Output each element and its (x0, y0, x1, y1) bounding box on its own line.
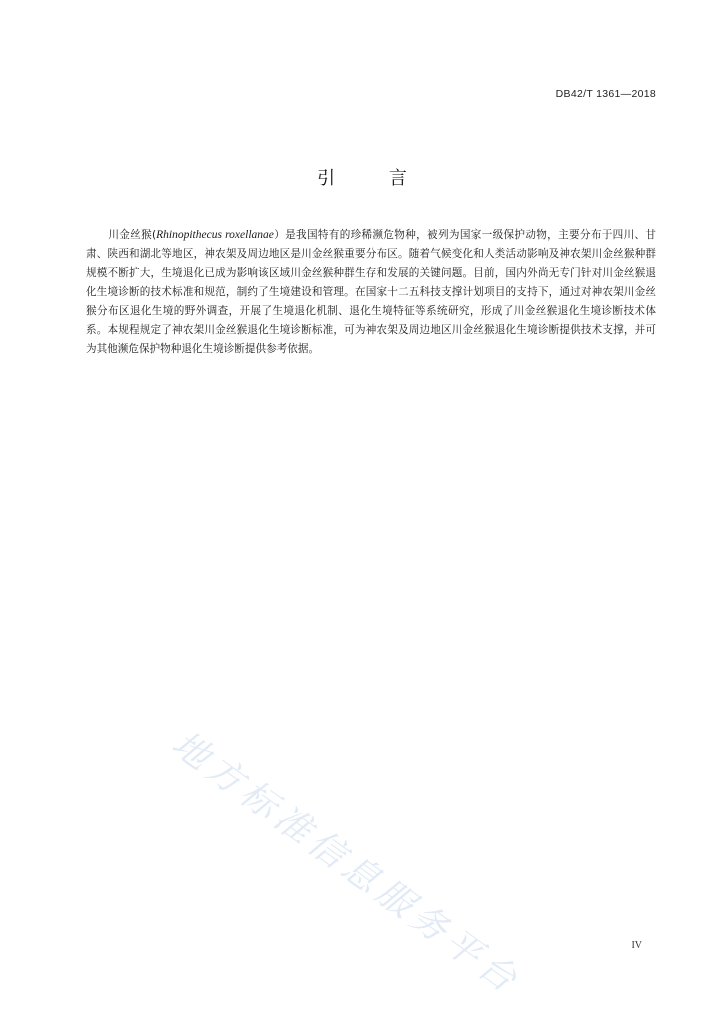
document-code: DB42/T 1361—2018 (555, 88, 656, 100)
section-title: 引 言 (317, 168, 431, 189)
paragraph-text-start: 川金丝猴( (108, 229, 157, 241)
page-number: IV (631, 940, 642, 951)
latin-species-name: Rhinopithecus roxellanae (156, 229, 274, 241)
introduction-paragraph (86, 226, 656, 359)
watermark: 地方标准信息服务平台 (164, 723, 529, 1004)
paragraph-text-rest: ）是我国特有的珍稀濒危物种，被列为国家一级保护动物，主要分布于四川、甘肃、陕西和湖北等地区，神农架及周边地区是川金丝猴重要分布区。随着气候变化和人类活动影响及神农架川金丝猴种群规模不断扩大，生境退化已成为影响该区域川金丝猴种群生存和发展的关键问题。目前，国内外尚无专门针对川金丝猴退化生境诊断的技术标准和规范，制约了生境建设和管理。在国家十二五科技支撑计划项目的支持下，通过对神农架川金丝猴分布区退化生境的野外调查，开展了生境退化机制、退化生境特征等系统研究，形成了川金丝猴退化生境诊断技术体系。本规程规定了神农架川金丝猴退化生境诊断标准，可为神农架及周边地区川金丝猴退化生境诊断提供技术支撑，并可为其他濒危保护物种退化生境诊断提供参考依据。 (86, 229, 657, 355)
